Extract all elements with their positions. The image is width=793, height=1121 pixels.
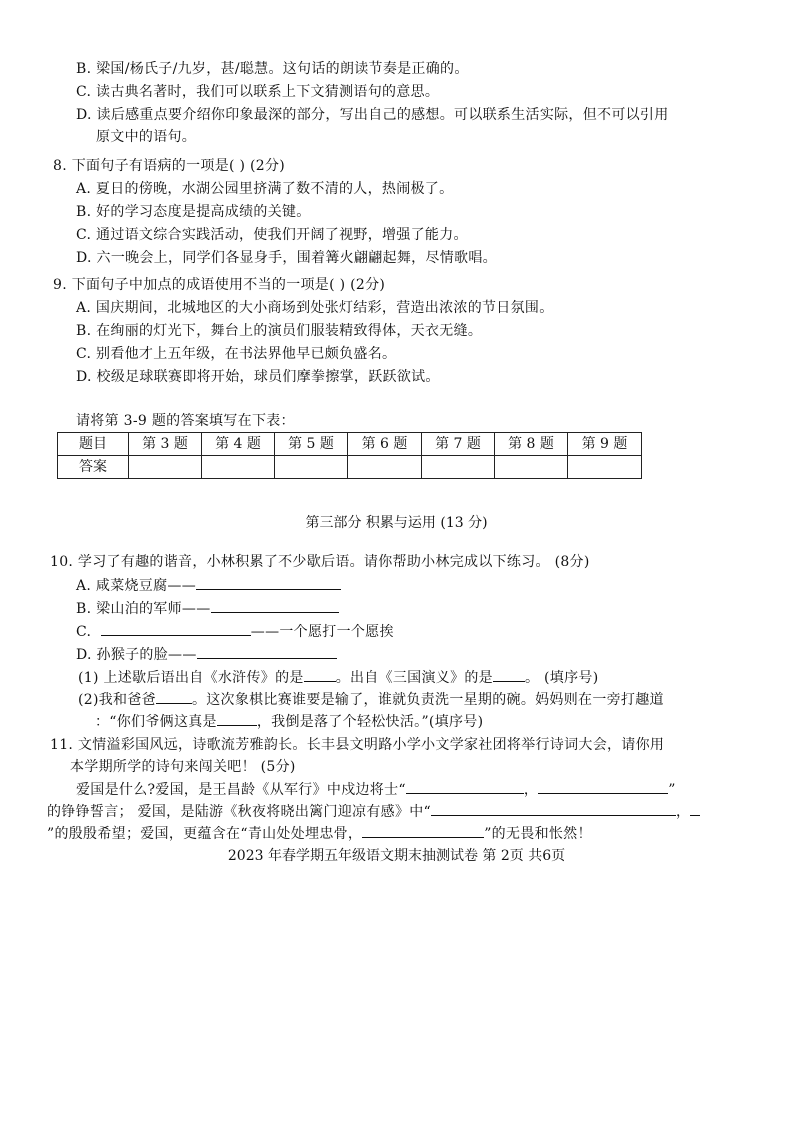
header-cell: 第 6 题 — [348, 433, 422, 456]
q10-sub2 — [78, 689, 664, 710]
q10-sub2-text: (2)我和爸爸 — [78, 692, 156, 708]
q10-option-a-text: A. 咸菜烧豆腐—— — [76, 578, 197, 594]
q10-sub1-blank-shuihu[interactable] — [304, 667, 336, 682]
q10-option-d-text: D. 孙猴子的脸—— — [76, 647, 197, 663]
q10-sub2-text-4: ，我倒是落了个轻松快活。”(填序号) — [256, 714, 484, 730]
q11-blank-4[interactable] — [690, 801, 700, 816]
header-cell: 第 9 题 — [568, 433, 642, 456]
q10-sub1-text-2: 。出自《三国演义》的是 — [335, 670, 493, 686]
q11-comma-2: ， — [676, 804, 691, 820]
q7-option-b: B. 梁国/杨氏子/九岁，甚/聪慧。这句话的朗读节奏是正确的。 — [76, 61, 469, 77]
answer-cell-q9[interactable] — [568, 456, 642, 479]
q10-option-d — [76, 644, 337, 665]
q10-b-blank[interactable] — [211, 598, 339, 613]
answer-cell-q8[interactable] — [495, 456, 568, 479]
header-cell: 第 4 题 — [202, 433, 275, 456]
q11-paragraph-line1 — [76, 779, 676, 800]
q10-a-blank[interactable] — [196, 575, 341, 590]
q10-option-b-text: B. 梁山泊的军师—— — [76, 601, 211, 617]
answer-table-instruction: 请将第 3-9 题的答案填写在下表： — [76, 413, 295, 429]
header-cell: 第 8 题 — [495, 433, 568, 456]
answer-cell-q4[interactable] — [202, 456, 275, 479]
q10-c-blank[interactable] — [101, 621, 251, 636]
q11-paragraph-line2 — [47, 801, 700, 822]
q9-option-d: D. 校级足球联赛即将开始，球员们摩拳擦掌，跃跃欲试。 — [76, 369, 440, 385]
q11-blank-2[interactable] — [538, 779, 668, 794]
q11-blank-3[interactable] — [431, 801, 676, 816]
header-cell: 第 7 题 — [422, 433, 495, 456]
header-cell: 第 3 题 — [129, 433, 202, 456]
q11-text-3: ”的殷殷希望；爱国，更蕴含在“青山处处埋忠骨， — [47, 826, 363, 842]
q9-option-b: B. 在绚丽的灯光下，舞台上的演员们服装精致得体，天衣无缝。 — [76, 323, 483, 339]
q11-text-2: 的铮铮誓言； 爱国，是陆游《秋夜将晓出篱门迎凉有感》中“ — [47, 804, 432, 820]
q10-stem: 10. 学习了有趣的谐音，小林积累了不少歇后语。请你帮助小林完成以下练习。 (8分) — [50, 554, 590, 570]
q10-sub2-blank-1[interactable] — [156, 689, 192, 704]
q10-sub2-text-2: 。这次象棋比赛谁要是输了，谁就负责洗一星期的碗。妈妈则在一旁打趣道 — [191, 692, 664, 708]
q11-blank-5[interactable] — [362, 823, 484, 838]
answer-row-label: 答案 — [58, 456, 129, 479]
page-footer: 2023 年春学期五年级语文期末抽测试卷 第 2页 共6页 — [227, 848, 566, 864]
q8-option-d: D. 六一晚会上，同学们各显身手，围着篝火翩翩起舞，尽情歌唱。 — [76, 250, 497, 266]
q10-sub2-text-3: ：“你们爷俩这真是 — [95, 714, 217, 730]
q10-sub1 — [78, 667, 598, 688]
answer-cell-q3[interactable] — [129, 456, 202, 479]
answer-table — [57, 432, 642, 479]
header-cell: 题目 — [58, 433, 129, 456]
q8-stem: 8. 下面句子有语病的一项是( ) (2分) — [53, 158, 286, 174]
q10-sub1-blank-sanguo[interactable] — [493, 667, 525, 682]
answer-table-answer-row — [58, 456, 642, 479]
q10-d-blank[interactable] — [197, 644, 337, 659]
answer-cell-q7[interactable] — [422, 456, 495, 479]
q10-option-c — [76, 621, 394, 642]
q10-option-a — [76, 575, 341, 596]
answer-table-header-row — [58, 433, 642, 456]
q11-text: 爱国是什么?爱国，是王昌龄《从军行》中戍边将士“ — [76, 782, 406, 798]
q11-quote: ” — [668, 782, 676, 798]
answer-cell-q5[interactable] — [275, 456, 348, 479]
q11-comma: ， — [523, 782, 539, 798]
q9-stem: 9. 下面句子中加点的成语使用不当的一项是( ) (2分) — [53, 277, 386, 293]
q7-option-d: D. 读后感重点要介绍你印象最深的部分，写出自己的感想。可以联系生活实际，但不可以引用 — [76, 107, 669, 123]
q10-sub1-text-3: 。 (填序号) — [525, 670, 599, 686]
answer-cell-q6[interactable] — [348, 456, 422, 479]
q10-option-c-text: ——一个愿打一个愿挨 — [250, 624, 394, 640]
q10-option-c-label: C. — [76, 624, 92, 640]
q9-option-c: C. 别看他才上五年级，在书法界他早已颇负盛名。 — [76, 346, 397, 362]
q8-option-b: B. 好的学习态度是提高成绩的关键。 — [76, 204, 311, 220]
q10-sub2-blank-2[interactable] — [217, 711, 257, 726]
q11-blank-1[interactable] — [406, 779, 524, 794]
q10-option-b — [76, 598, 339, 619]
q7-option-d-cont: 原文中的语句。 — [96, 129, 197, 145]
q10-sub2-cont — [95, 711, 483, 732]
q10-sub1-text: (1) 上述歇后语出自《水浒传》的是 — [78, 670, 304, 686]
q11-paragraph-line3 — [47, 823, 592, 844]
q9-option-a: A. 国庆期间，北城地区的大小商场到处张灯结彩，营造出浓浓的节日氛围。 — [76, 300, 554, 316]
section-title: 第三部分 积累与运用 (13 分) — [305, 515, 488, 531]
q8-option-a: A. 夏日的傍晚，水湖公园里挤满了数不清的人，热闹极了。 — [76, 181, 454, 197]
q8-option-c: C. 通过语文综合实践活动，使我们开阔了视野，增强了能力。 — [76, 227, 468, 243]
q11-stem: 11. 文情溢彩国风远，诗歌流芳雅韵长。长丰县文明路小学小文学家社团将举行诗词大会，请你用 — [50, 737, 665, 753]
q11-stem-cont: 本学期所学的诗句来闯关吧！ (5分) — [70, 759, 296, 775]
header-cell: 第 5 题 — [275, 433, 348, 456]
q7-option-c: C. 读古典名著时，我们可以联系上下文猜测语句的意思。 — [76, 84, 440, 100]
q11-text-4: ”的无畏和怅然！ — [484, 826, 592, 842]
